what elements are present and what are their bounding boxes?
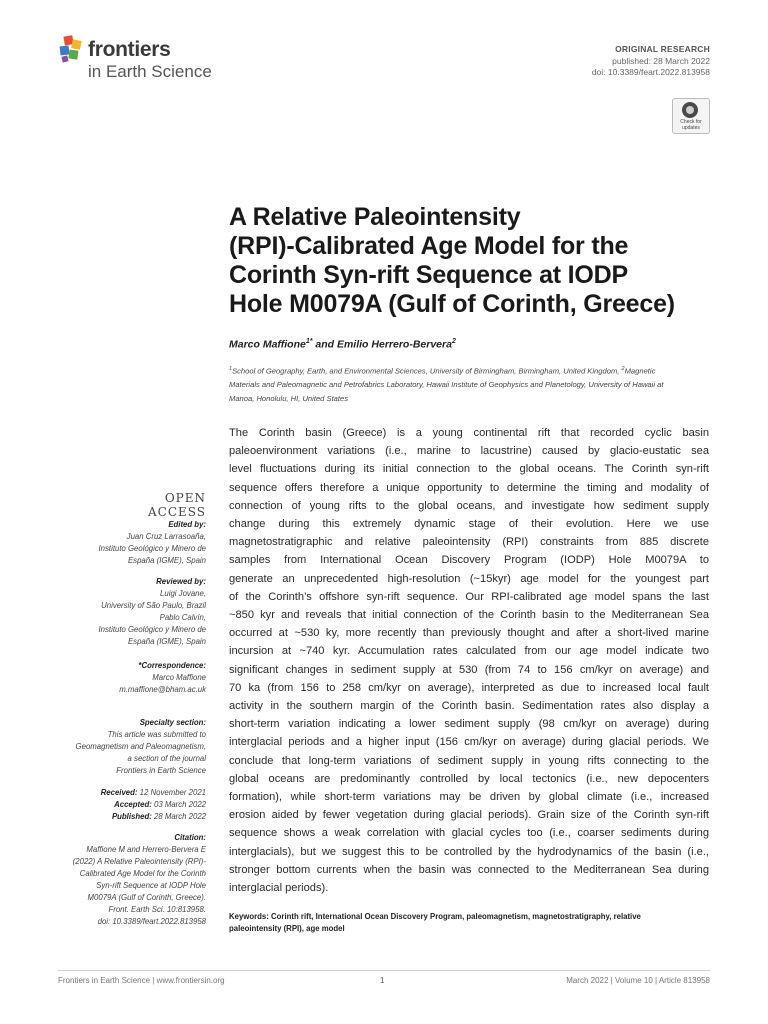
- open-access-label: OPEN ACCESS: [147, 491, 206, 519]
- edited-by-block: [40, 519, 206, 567]
- received-date: Received: 12 November 2021: [100, 788, 206, 797]
- specialty-line: This article was submitted to: [107, 730, 206, 739]
- abstract-line: interglacial periods and a higher input (156 cm/kyr on average) during glacial periods. We: [229, 736, 709, 749]
- citation-line: Maffione M and Herrero-Bervera E: [86, 845, 206, 854]
- abstract-line: change during this extremely dynamic stage of their evolution. Here we use: [229, 518, 709, 531]
- affiliation-text: School of Geography, Earth, and Environmental Sciences, University of Birmingham, Birmingham, United Kingdom,: [232, 366, 620, 376]
- reviewed-by-block: [40, 576, 206, 648]
- author-name[interactable]: Marco Maffione: [229, 338, 306, 351]
- edited-by-label: Edited by:: [168, 520, 206, 529]
- abstract-line: stronger bottom currents when the basin was connected to the Mediterranean Sea during: [229, 863, 709, 876]
- abstract-line: global oceans are predominantly controlled by local tectonics (i.e., new depocenters: [229, 772, 709, 785]
- abstract-line: level fluctuations during its initial connection to the global oceans. The Corinth syn-rift: [229, 463, 709, 476]
- abstract-line: formation), while short-term variations may be driven by global climate (i.e., increased: [229, 791, 709, 804]
- citation-line: M0079A (Gulf of Corinth, Greece).: [87, 893, 206, 902]
- author-connector: and: [312, 338, 337, 351]
- journal-logo-name: frontiers: [88, 38, 171, 61]
- title-line: A Relative Paleointensity: [229, 203, 521, 231]
- footer-divider: [58, 970, 710, 971]
- doi-link[interactable]: doi: 10.3389/feart.2022.813958: [591, 67, 710, 77]
- abstract-line: of the Corinth’s offshore syn-rift sequence. Our RPI-calibrated age model spans the last: [229, 590, 709, 603]
- published-date: Published: 28 March 2022: [111, 812, 206, 821]
- citation-line: Syn-rift Sequence at IODP Hole: [96, 881, 206, 890]
- abstract-line: interglacial periods).: [229, 882, 329, 895]
- reviewer-line: University of São Paulo, Brazil: [101, 601, 206, 610]
- dates-block: [40, 787, 206, 823]
- abstract-line: erosion aided by fewer vegetation during glacial periods). Grain size of the Corinth syn-rift: [229, 809, 709, 822]
- correspondence-block: [40, 660, 206, 696]
- specialty-section-label: Specialty section:: [139, 718, 206, 727]
- keywords-line: paleointensity (RPI), age model: [229, 924, 345, 933]
- affiliation-text: Manoa, Honolulu, HI, United States: [229, 393, 349, 403]
- affiliation-text: Materials and Paleomagnetic and Petrofabrics Laboratory, Hawaii Institute of Geophysics and Planetology, University of Hawaii at: [229, 380, 664, 390]
- specialty-line: Frontiers in Earth Science: [116, 766, 206, 775]
- footer-journal-link[interactable]: Frontiers in Earth Science | www.frontiersin.org: [58, 976, 225, 985]
- affiliation-mark: 2: [621, 366, 625, 372]
- citation-label: Citation:: [174, 833, 206, 842]
- abstract-line: connection of young rifts to the global oceans, and investigate how sediment supply: [229, 499, 709, 512]
- citation-line: Front. Earth Sci. 10:813958.: [108, 905, 206, 914]
- author-name[interactable]: Emilio Herrero-Bervera: [336, 338, 452, 351]
- abstract-line: significant changes in sediment supply at 530 (from 74 to 156 cm/kyr on average) and: [229, 663, 709, 676]
- reviewer-line: España (IGME), Spain: [127, 637, 206, 646]
- citation-line: (2022) A Relative Paleointensity (RPI)-: [72, 857, 206, 866]
- abstract-line: activity in the southern margin of the Corinth basin. Sedimentation rates also display a: [229, 700, 709, 713]
- footer-article-info: March 2022 | Volume 10 | Article 813958: [566, 976, 710, 985]
- article-title: [229, 203, 729, 319]
- abstract-line: sequence offers therefore a unique opportunity to determine the timing and modality of: [229, 481, 709, 494]
- abstract-line: The Corinth basin (Greece) is a young continental rift that recorded cyclic basin: [229, 427, 709, 439]
- specialty-line: Geomagnetism and Paleomagnetism,: [75, 742, 206, 751]
- abstract: [229, 424, 709, 897]
- reviewer-line: Instituto Geológico y Minero de: [98, 625, 206, 634]
- correspondence-name: Marco Maffione: [152, 673, 206, 682]
- article-type: ORIGINAL RESEARCH: [615, 44, 710, 54]
- page-number: 1: [380, 976, 385, 985]
- abstract-line: short-term variation indicating a lower sediment supply (98 cm/kyr on average) during: [229, 718, 709, 731]
- editor-line[interactable]: Juan Cruz Larrasoaña,: [126, 532, 206, 541]
- abstract-line: 70 ka (from 156 to 258 cm/kyr on average), interpreted as due to increased local fault: [229, 681, 709, 694]
- correspondence-email[interactable]: m.maffione@bham.ac.uk: [119, 685, 206, 694]
- abstract-line: paleoenvironment variations (i.e., marine to lacustrine) caused by glacio-eustatic sea: [229, 445, 709, 458]
- accepted-date: Accepted: 03 March 2022: [114, 800, 206, 809]
- author-affiliation-mark: 2: [451, 338, 456, 345]
- author-affiliation-mark: 1*: [305, 338, 313, 345]
- check-for-updates-button[interactable]: [672, 98, 710, 134]
- abstract-line: sequence shows a weak correlation with glacial cycles too (i.e., coarser sediments during: [229, 827, 709, 840]
- frontiers-logo-icon: [58, 34, 86, 64]
- publication-date: published: 28 March 2022: [612, 56, 710, 66]
- citation-doi[interactable]: doi: 10.3389/feart.2022.813958: [97, 917, 206, 926]
- affiliation-text: Magnetic: [624, 366, 656, 376]
- citation-line: Calibrated Age Model for the Corinth: [79, 869, 206, 878]
- abstract-line: interglacials), but we suggest this to be controlled by the hydrodynamics of the basin (i.e.,: [229, 845, 709, 858]
- title-line: Corinth Syn-rift Sequence at IODP: [229, 261, 629, 289]
- specialty-section-block: [40, 717, 206, 777]
- abstract-line: conclude that long-term variations of sediment supply in young rifts connecting to the: [229, 754, 709, 767]
- abstract-line: ~850 kyr and reveals that initial connection of the Corinth basin to the Mediterranean Sea: [229, 609, 709, 622]
- correspondence-label: *Correspondence:: [138, 661, 206, 670]
- update-check-icon: [682, 102, 698, 118]
- abstract-line: incursion at ~740 kyr. Accumulation rates calculated from our age model indicate two: [229, 645, 709, 658]
- keywords: [229, 911, 714, 935]
- affiliation-mark: 1: [229, 366, 233, 372]
- reviewer-line[interactable]: Pablo Calvín,: [159, 613, 206, 622]
- editor-line: Instituto Geológico y Minero de: [98, 544, 206, 553]
- citation-block: [40, 832, 206, 928]
- title-line: Hole M0079A (Gulf of Corinth, Greece): [229, 290, 675, 318]
- author-list: [229, 338, 456, 351]
- specialty-line: a section of the journal: [127, 754, 206, 763]
- abstract-line: generate an unprecedented high-resolution (~15kyr) age model for the youngest part: [229, 572, 709, 585]
- abstract-line: magnetostratigraphic and relative paleointensity (RPI) constraints from 885 discrete: [229, 536, 709, 549]
- reviewed-by-label: Reviewed by:: [156, 577, 206, 586]
- reviewer-line[interactable]: Luigi Jovane,: [160, 589, 206, 598]
- title-line: (RPI)-Calibrated Age Model for the: [229, 232, 629, 260]
- abstract-line: samples from International Ocean Discovery Program (IODP) Hole M0079A to: [229, 554, 709, 567]
- check-for-updates-label: Check for updates: [680, 119, 702, 131]
- editor-line: España (IGME), Spain: [127, 556, 206, 565]
- keywords-line: Keywords: Corinth rift, International Ocean Discovery Program, paleomagnetism, magnetostratigraphy, relative: [229, 912, 641, 921]
- abstract-line: occurred at ~530 ky, more recently than previously thought and after a short-lived marine: [229, 627, 709, 640]
- journal-logo-subtitle: in Earth Science: [88, 62, 212, 81]
- affiliations: [229, 363, 714, 405]
